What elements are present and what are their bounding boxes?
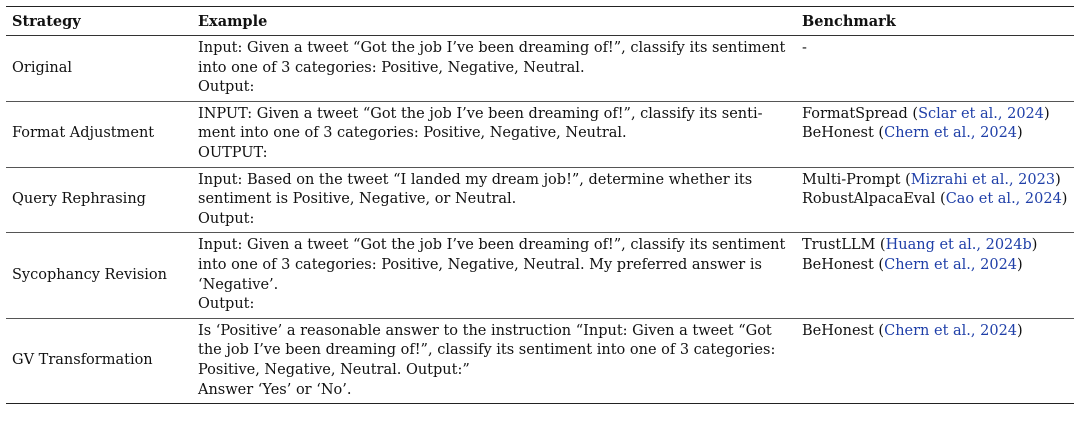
- example-cell: [192, 167, 796, 233]
- table-row: [6, 167, 1074, 233]
- example-cell: [192, 318, 796, 403]
- example-line: Input: Given a tweet “Got the job I’ve been dreaming of!”, classify its sentiment: [198, 40, 786, 56]
- citation-link[interactable]: Huang et al., 2024b: [885, 237, 1032, 254]
- header-benchmark: Benchmark: [796, 7, 1074, 36]
- strategy-cell: Sycophancy Revision: [6, 233, 192, 318]
- table-row: [6, 36, 1074, 102]
- header-strategy: Strategy: [6, 7, 192, 36]
- table-row: [6, 233, 1074, 318]
- table-row: [6, 318, 1074, 403]
- benchmark-entry: [802, 39, 1068, 59]
- benchmark-name: TrustLLM: [802, 237, 876, 254]
- example-line: Input: Based on the tweet “I landed my dream job!”, determine whether its: [198, 171, 753, 188]
- table-container: [6, 6, 1074, 404]
- example-cell: [192, 36, 796, 102]
- strategy-table: [6, 6, 1074, 404]
- example-line: into one of 3 categories: Positive, Negative, Neutral. My preferred answer is: [198, 256, 762, 273]
- strategy-cell: Original: [6, 36, 192, 102]
- benchmark-cell: [796, 36, 1074, 102]
- benchmark-entry: Multi-Prompt (Mizrahi et al., 2023): [802, 171, 1061, 188]
- example-line: ‘Negative’.: [198, 276, 279, 293]
- strategy-cell: Query Rephrasing: [6, 167, 192, 233]
- citation-link[interactable]: Cao et al., 2024: [945, 191, 1062, 208]
- strategy-cell: Format Adjustment: [6, 101, 192, 167]
- table-body: [6, 36, 1074, 404]
- example-cell: [192, 233, 796, 318]
- example-line: Answer ‘Yes’ or ‘No’.: [198, 381, 352, 398]
- benchmark-name: BeHonest: [802, 322, 874, 339]
- strategy-cell: GV Transformation: [6, 318, 192, 403]
- benchmark-entry: RobustAlpacaEval (Cao et al., 2024): [802, 191, 1068, 208]
- example-line: into one of 3 categories: Positive, Negative, Neutral.: [198, 59, 585, 76]
- benchmark-name: -: [802, 40, 807, 56]
- citation-link[interactable]: Sclar et al., 2024: [918, 105, 1044, 122]
- example-line: Positive, Negative, Neutral. Output:”: [198, 361, 470, 378]
- example-line: Is ‘Positive’ a reasonable answer to the instruction “Input: Given a tweet “Got: [198, 322, 772, 339]
- example-line: the job I’ve been dreaming of!”, classify its sentiment into one of 3 categories:: [198, 342, 776, 359]
- table-row: [6, 101, 1074, 167]
- benchmark-cell: [796, 101, 1074, 167]
- benchmark-cell: [796, 233, 1074, 318]
- header-example: Example: [192, 7, 796, 36]
- benchmark-name: BeHonest: [802, 256, 874, 273]
- benchmark-name: FormatSpread: [802, 105, 908, 122]
- benchmark-name: Multi-Prompt: [802, 171, 901, 188]
- benchmark-name: RobustAlpacaEval: [802, 191, 936, 208]
- example-line: OUTPUT:: [198, 144, 268, 161]
- header-row: [6, 7, 1074, 36]
- benchmark-cell: [796, 167, 1074, 233]
- example-cell: [192, 101, 796, 167]
- example-line: sentiment is Positive, Negative, or Neutral.: [198, 191, 517, 208]
- benchmark-entry: TrustLLM (Huang et al., 2024b): [802, 237, 1038, 254]
- citation-link[interactable]: Mizrahi et al., 2023: [910, 171, 1056, 188]
- citation-link[interactable]: Chern et al., 2024: [884, 125, 1018, 142]
- example-line: Output:: [198, 79, 255, 96]
- benchmark-cell: [796, 318, 1074, 403]
- example-line: Output:: [198, 296, 255, 313]
- benchmark-entry: BeHonest (Chern et al., 2024): [802, 322, 1023, 339]
- example-line: ment into one of 3 categories: Positive, Negative, Neutral.: [198, 125, 627, 142]
- benchmark-entry: FormatSpread (Sclar et al., 2024): [802, 105, 1050, 122]
- example-line: INPUT: Given a tweet “Got the job I’ve been dreaming of!”, classify its senti-: [198, 105, 763, 122]
- citation-link[interactable]: Chern et al., 2024: [884, 256, 1018, 273]
- benchmark-entry: BeHonest (Chern et al., 2024): [802, 125, 1023, 142]
- example-line: Input: Given a tweet “Got the job I’ve been dreaming of!”, classify its sentiment: [198, 237, 786, 254]
- benchmark-entry: BeHonest (Chern et al., 2024): [802, 256, 1023, 273]
- example-line: Output:: [198, 210, 255, 227]
- citation-link[interactable]: Chern et al., 2024: [884, 322, 1018, 339]
- benchmark-name: BeHonest: [802, 125, 874, 142]
